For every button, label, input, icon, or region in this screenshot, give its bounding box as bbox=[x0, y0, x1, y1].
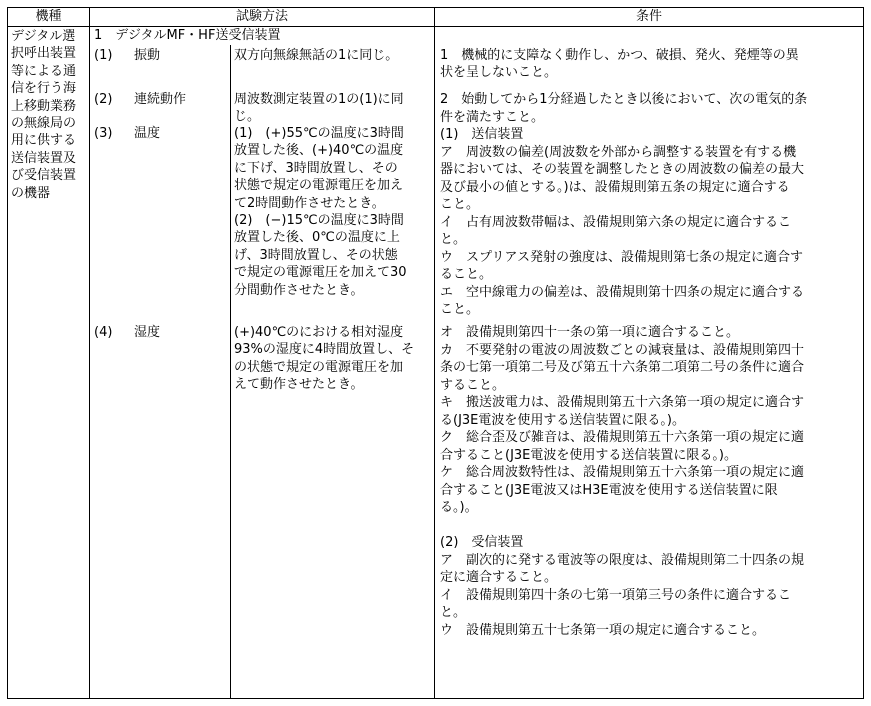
method-line: えて動作させたとき。 bbox=[234, 376, 364, 392]
method-line: の状態で規定の電源電圧を加 bbox=[234, 359, 404, 375]
method-line: に下げ、3時間放置し、その bbox=[234, 160, 398, 176]
condition-line: (1) 送信装置 bbox=[440, 127, 524, 142]
header-joken: 条件 bbox=[635, 9, 662, 24]
condition-line: ア 副次的に発する電波等の限度は、設備規則第二十四条の規 bbox=[440, 552, 805, 568]
test-3-name: 温度 bbox=[134, 126, 161, 141]
method-line: 周波数測定装置の1の(1)に同 bbox=[234, 92, 404, 107]
test-4-num: (4) bbox=[94, 325, 113, 340]
condition-line: エ 空中線電力の偏差は、設備規則第十四条の規定に適合する bbox=[440, 284, 805, 300]
table-border-bottom bbox=[7, 698, 864, 699]
condition-line: 合すること(J3E電波を使用する送信装置に限る。)。 bbox=[440, 447, 737, 463]
column-divider-2 bbox=[230, 45, 231, 699]
kishu-line: 信を行う海 bbox=[11, 81, 77, 97]
condition-line: こと。 bbox=[440, 302, 480, 317]
test-2-num: (2) bbox=[94, 92, 113, 107]
method-line: て2時間動作させたとき。 bbox=[234, 195, 385, 211]
condition-line: すること。 bbox=[440, 377, 506, 393]
condition-line: 器においては、その装置を調整したときの周波数の偏差の最大 bbox=[440, 162, 805, 177]
test-4-name: 湿度 bbox=[134, 325, 161, 340]
condition-line: 2 始動してから1分経過したとき以後において、次の電気的条 bbox=[440, 92, 808, 107]
table-border-right bbox=[863, 7, 864, 699]
header-shiken-hoho: 試験方法 bbox=[235, 9, 288, 24]
column-divider-3 bbox=[434, 7, 435, 699]
condition-line: こと。 bbox=[440, 197, 480, 212]
condition-line: ウ 設備規則第五十七条第一項の規定に適合すること。 bbox=[440, 622, 766, 638]
condition-line: ア 周波数の偏差(周波数を外部から調整する装置を有する機 bbox=[440, 144, 797, 160]
condition-line: 合すること(J3E電波又はH3E電波を使用する送信装置に限 bbox=[440, 482, 778, 498]
test-1-name: 振動 bbox=[134, 48, 161, 63]
condition-line: と。 bbox=[440, 605, 467, 620]
kishu-line: び受信装置 bbox=[11, 168, 77, 184]
condition-line: ク 総合歪及び雑音は、設備規則第五十六条第一項の規定に適 bbox=[440, 430, 805, 445]
condition-line: キ 搬送波電力は、設備規則第五十六条第一項の規定に適合す bbox=[440, 395, 805, 410]
test-1-num: (1) bbox=[94, 48, 113, 63]
kishu-line: の無線局の bbox=[11, 116, 77, 131]
condition-line: る。)。 bbox=[440, 500, 478, 515]
condition-line: ウ スプリアス発射の強度は、設備規則第七条の規定に適合す bbox=[440, 249, 803, 265]
condition-line: ること。 bbox=[440, 267, 493, 282]
condition-line: 定に適合すること。 bbox=[440, 570, 558, 585]
kishu-line: 等による通 bbox=[11, 63, 77, 79]
condition-line: イ 設備規則第四十条の七第一項第三号の条件に適合するこ bbox=[440, 587, 792, 603]
method-line: (+)40℃のにおける相対湿度 bbox=[234, 325, 404, 340]
condition-line: 条の七第一項第二号及び第五十六条第二項第二号の条件に適合 bbox=[440, 360, 805, 375]
method-line: じ。 bbox=[234, 109, 261, 124]
condition-line: と。 bbox=[440, 232, 467, 247]
kishu-line: 択呼出装置 bbox=[11, 46, 77, 62]
method-line: 93%の湿度に4時間放置し、そ bbox=[234, 342, 415, 358]
condition-line: 1 機械的に支障なく動作し、かつ、破損、発火、発煙等の異 bbox=[440, 48, 799, 63]
condition-line: (2) 受信装置 bbox=[440, 535, 524, 550]
method-line: げ、3時間放置し、その状態 bbox=[234, 247, 398, 263]
condition-line: る(J3E電波を使用する送信装置に限る。)。 bbox=[440, 412, 685, 428]
method-line: 双方向無線無話の1に同じ。 bbox=[234, 48, 399, 63]
condition-line: 件を満たすこと。 bbox=[440, 109, 545, 125]
column-divider-1 bbox=[89, 7, 90, 699]
kishu-line: 上移動業務 bbox=[11, 98, 77, 114]
kishu-line: の機器 bbox=[11, 185, 51, 201]
kishu-line: 用に供する bbox=[11, 133, 77, 149]
condition-line: オ 設備規則第四十一条の第一項に適合すること。 bbox=[440, 325, 740, 340]
kishu-line: デジタル選 bbox=[11, 29, 76, 44]
condition-line: カ 不要発射の電波の周波数ごとの減衰量は、設備規則第四十 bbox=[440, 342, 805, 358]
kishu-line: 送信装置及 bbox=[11, 150, 77, 166]
header-kishu: 機種 bbox=[35, 9, 62, 24]
method-line: (2) (−)15℃の温度に3時間 bbox=[234, 213, 404, 228]
method-heading: 1 デジタルMF・HF送受信装置 bbox=[94, 28, 281, 43]
method-line: 放置した後、(+)40℃の温度 bbox=[234, 143, 404, 159]
method-line: 状態で規定の電源電圧を加え bbox=[234, 178, 404, 194]
test-3-num: (3) bbox=[94, 126, 113, 141]
method-line: 分間動作させたとき。 bbox=[234, 282, 364, 298]
method-line: で規定の電源電圧を加えて30 bbox=[234, 265, 407, 281]
condition-line: イ 占有周波数帯幅は、設備規則第六条の規定に適合するこ bbox=[440, 214, 792, 230]
condition-line: ケ 総合周波数特性は、設備規則第五十六条第一項の規定に適 bbox=[440, 465, 805, 480]
test-2-name: 連続動作 bbox=[134, 92, 187, 107]
condition-line: 及び最小の値とする。)は、設備規則第五条の規定に適合する bbox=[440, 179, 790, 195]
table-border-left bbox=[7, 7, 8, 699]
condition-line: 状を呈しないこと。 bbox=[440, 65, 558, 80]
method-line: 放置した後、0℃の温度に上 bbox=[234, 230, 400, 246]
method-line: (1) (+)55℃の温度に3時間 bbox=[234, 126, 404, 141]
